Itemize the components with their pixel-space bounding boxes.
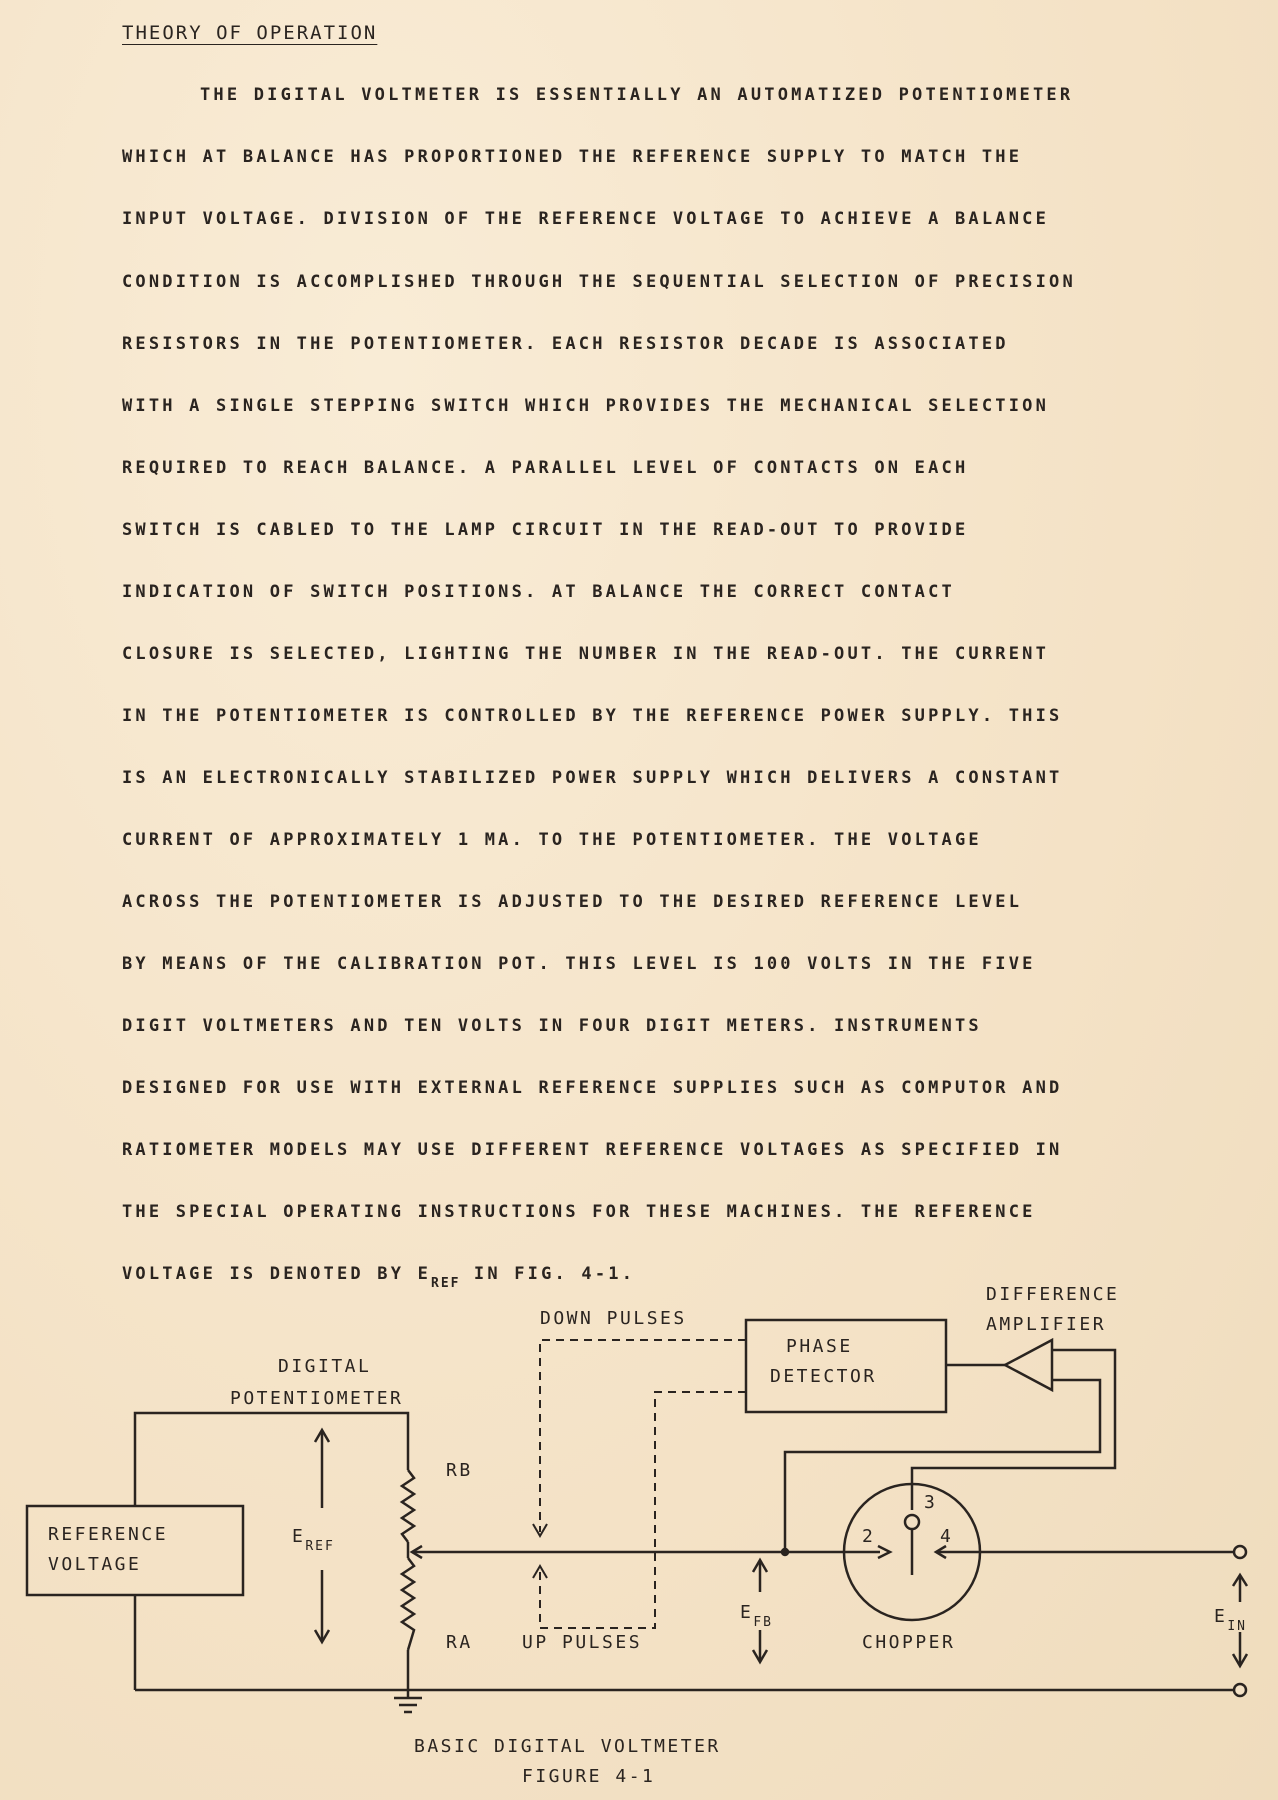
label-amplifier: AMPLIFIER bbox=[986, 1314, 1107, 1335]
body-line: CONDITION IS ACCOMPLISHED THROUGH THE SEQUENTIAL SELECTION OF PRECISION bbox=[122, 272, 1076, 292]
body-line: DIGIT VOLTMETERS AND TEN VOLTS IN FOUR DIGIT METERS. INSTRUMENTS bbox=[122, 1016, 982, 1036]
ein-terminal-bottom bbox=[1234, 1684, 1246, 1696]
body-line: INPUT VOLTAGE. DIVISION OF THE REFERENCE VOLTAGE TO ACHIEVE A BALANCE bbox=[122, 209, 1050, 229]
reference-voltage-box bbox=[27, 1506, 243, 1595]
body-line: IN THE POTENTIOMETER IS CONTROLLED BY THE REFERENCE POWER SUPPLY. THIS bbox=[122, 706, 1063, 726]
body-line: INDICATION OF SWITCH POSITIONS. AT BALANCE THE CORRECT CONTACT bbox=[122, 582, 955, 602]
page-heading: THEORY OF OPERATION bbox=[122, 22, 378, 44]
label-chopper: CHOPPER bbox=[862, 1632, 956, 1653]
label-phase: PHASE bbox=[786, 1336, 853, 1357]
label-voltage: VOLTAGE bbox=[48, 1554, 142, 1575]
body-line: BY MEANS OF THE CALIBRATION POT. THIS LEVEL IS 100 VOLTS IN THE FIVE bbox=[122, 954, 1036, 974]
resistor-ra bbox=[402, 1558, 414, 1650]
label-eref bbox=[292, 1526, 335, 1554]
ein-subscript: IN bbox=[1227, 1619, 1247, 1634]
difference-amplifier bbox=[1005, 1340, 1052, 1390]
body-line: IS AN ELECTRONICALLY STABILIZED POWER SUPPLY WHICH DELIVERS A CONSTANT bbox=[122, 768, 1063, 788]
eref-e: E bbox=[292, 1526, 306, 1547]
last-line-tail: IN FIG. 4-1. bbox=[460, 1264, 636, 1284]
resistor-rb bbox=[402, 1470, 414, 1542]
label-digital: DIGITAL bbox=[278, 1356, 372, 1377]
ref-subscript: REF bbox=[431, 1276, 461, 1291]
efb-e: E bbox=[740, 1602, 754, 1623]
label-reference: REFERENCE bbox=[48, 1524, 169, 1545]
body-line: DESIGNED FOR USE WITH EXTERNAL REFERENCE SUPPLIES SUCH AS COMPUTOR AND bbox=[122, 1078, 1063, 1098]
circuit-diagram bbox=[0, 1270, 1278, 1800]
body-line: THE SPECIAL OPERATING INSTRUCTIONS FOR THESE MACHINES. THE REFERENCE bbox=[122, 1202, 1036, 1222]
label-efb bbox=[740, 1602, 773, 1630]
body-line: ACROSS THE POTENTIOMETER IS ADJUSTED TO THE DESIRED REFERENCE LEVEL bbox=[122, 892, 1023, 912]
figure-caption-number: FIGURE 4-1 bbox=[522, 1766, 656, 1787]
label-ein bbox=[1214, 1606, 1247, 1634]
label-pin-2: 2 bbox=[862, 1526, 876, 1547]
label-down-pulses: DOWN PULSES bbox=[540, 1308, 687, 1329]
junction-dot bbox=[782, 1549, 788, 1555]
label-pin-4: 4 bbox=[940, 1526, 954, 1547]
ein-e: E bbox=[1214, 1606, 1228, 1627]
down-pulses-line bbox=[540, 1340, 746, 1532]
body-line: CURRENT OF APPROXIMATELY 1 MA. TO THE POTENTIOMETER. THE VOLTAGE bbox=[122, 830, 982, 850]
body-line: RESISTORS IN THE POTENTIOMETER. EACH RESISTOR DECADE IS ASSOCIATED bbox=[122, 334, 1009, 354]
ein-terminal-top bbox=[1234, 1546, 1246, 1558]
body-line: REQUIRED TO REACH BALANCE. A PARALLEL LEVEL OF CONTACTS ON EACH bbox=[122, 458, 969, 478]
label-detector: DETECTOR bbox=[770, 1366, 877, 1387]
label-ra: RA bbox=[446, 1632, 473, 1653]
label-potentiometer: POTENTIOMETER bbox=[230, 1388, 404, 1409]
label-up-pulses: UP PULSES bbox=[522, 1632, 643, 1653]
ref-top-wire bbox=[135, 1413, 408, 1506]
label-pin-3: 3 bbox=[924, 1492, 938, 1513]
eref-subscript: REF bbox=[305, 1539, 335, 1554]
efb-subscript: FB bbox=[753, 1615, 773, 1630]
last-line-text: VOLTAGE IS DENOTED BY E bbox=[122, 1264, 432, 1284]
body-line: WHICH AT BALANCE HAS PROPORTIONED THE REFERENCE SUPPLY TO MATCH THE bbox=[122, 147, 1023, 167]
label-difference: DIFFERENCE bbox=[986, 1284, 1120, 1305]
label-rb: RB bbox=[446, 1460, 473, 1481]
body-line: THE DIGITAL VOLTMETER IS ESSENTIALLY AN AUTOMATIZED POTENTIOMETER bbox=[200, 85, 1074, 105]
body-line: WITH A SINGLE STEPPING SWITCH WHICH PROVIDES THE MECHANICAL SELECTION bbox=[122, 396, 1050, 416]
chopper-pin3 bbox=[905, 1515, 919, 1529]
body-line: CLOSURE IS SELECTED, LIGHTING THE NUMBER IN THE READ-OUT. THE CURRENT bbox=[122, 644, 1050, 664]
figure-caption-title: BASIC DIGITAL VOLTMETER bbox=[414, 1736, 721, 1757]
body-line: RATIOMETER MODELS MAY USE DIFFERENT REFERENCE VOLTAGES AS SPECIFIED IN bbox=[122, 1140, 1063, 1160]
figure-4-1 bbox=[0, 1270, 1278, 1800]
body-line: SWITCH IS CABLED TO THE LAMP CIRCUIT IN THE READ-OUT TO PROVIDE bbox=[122, 520, 969, 540]
up-pulses-line bbox=[540, 1392, 746, 1628]
